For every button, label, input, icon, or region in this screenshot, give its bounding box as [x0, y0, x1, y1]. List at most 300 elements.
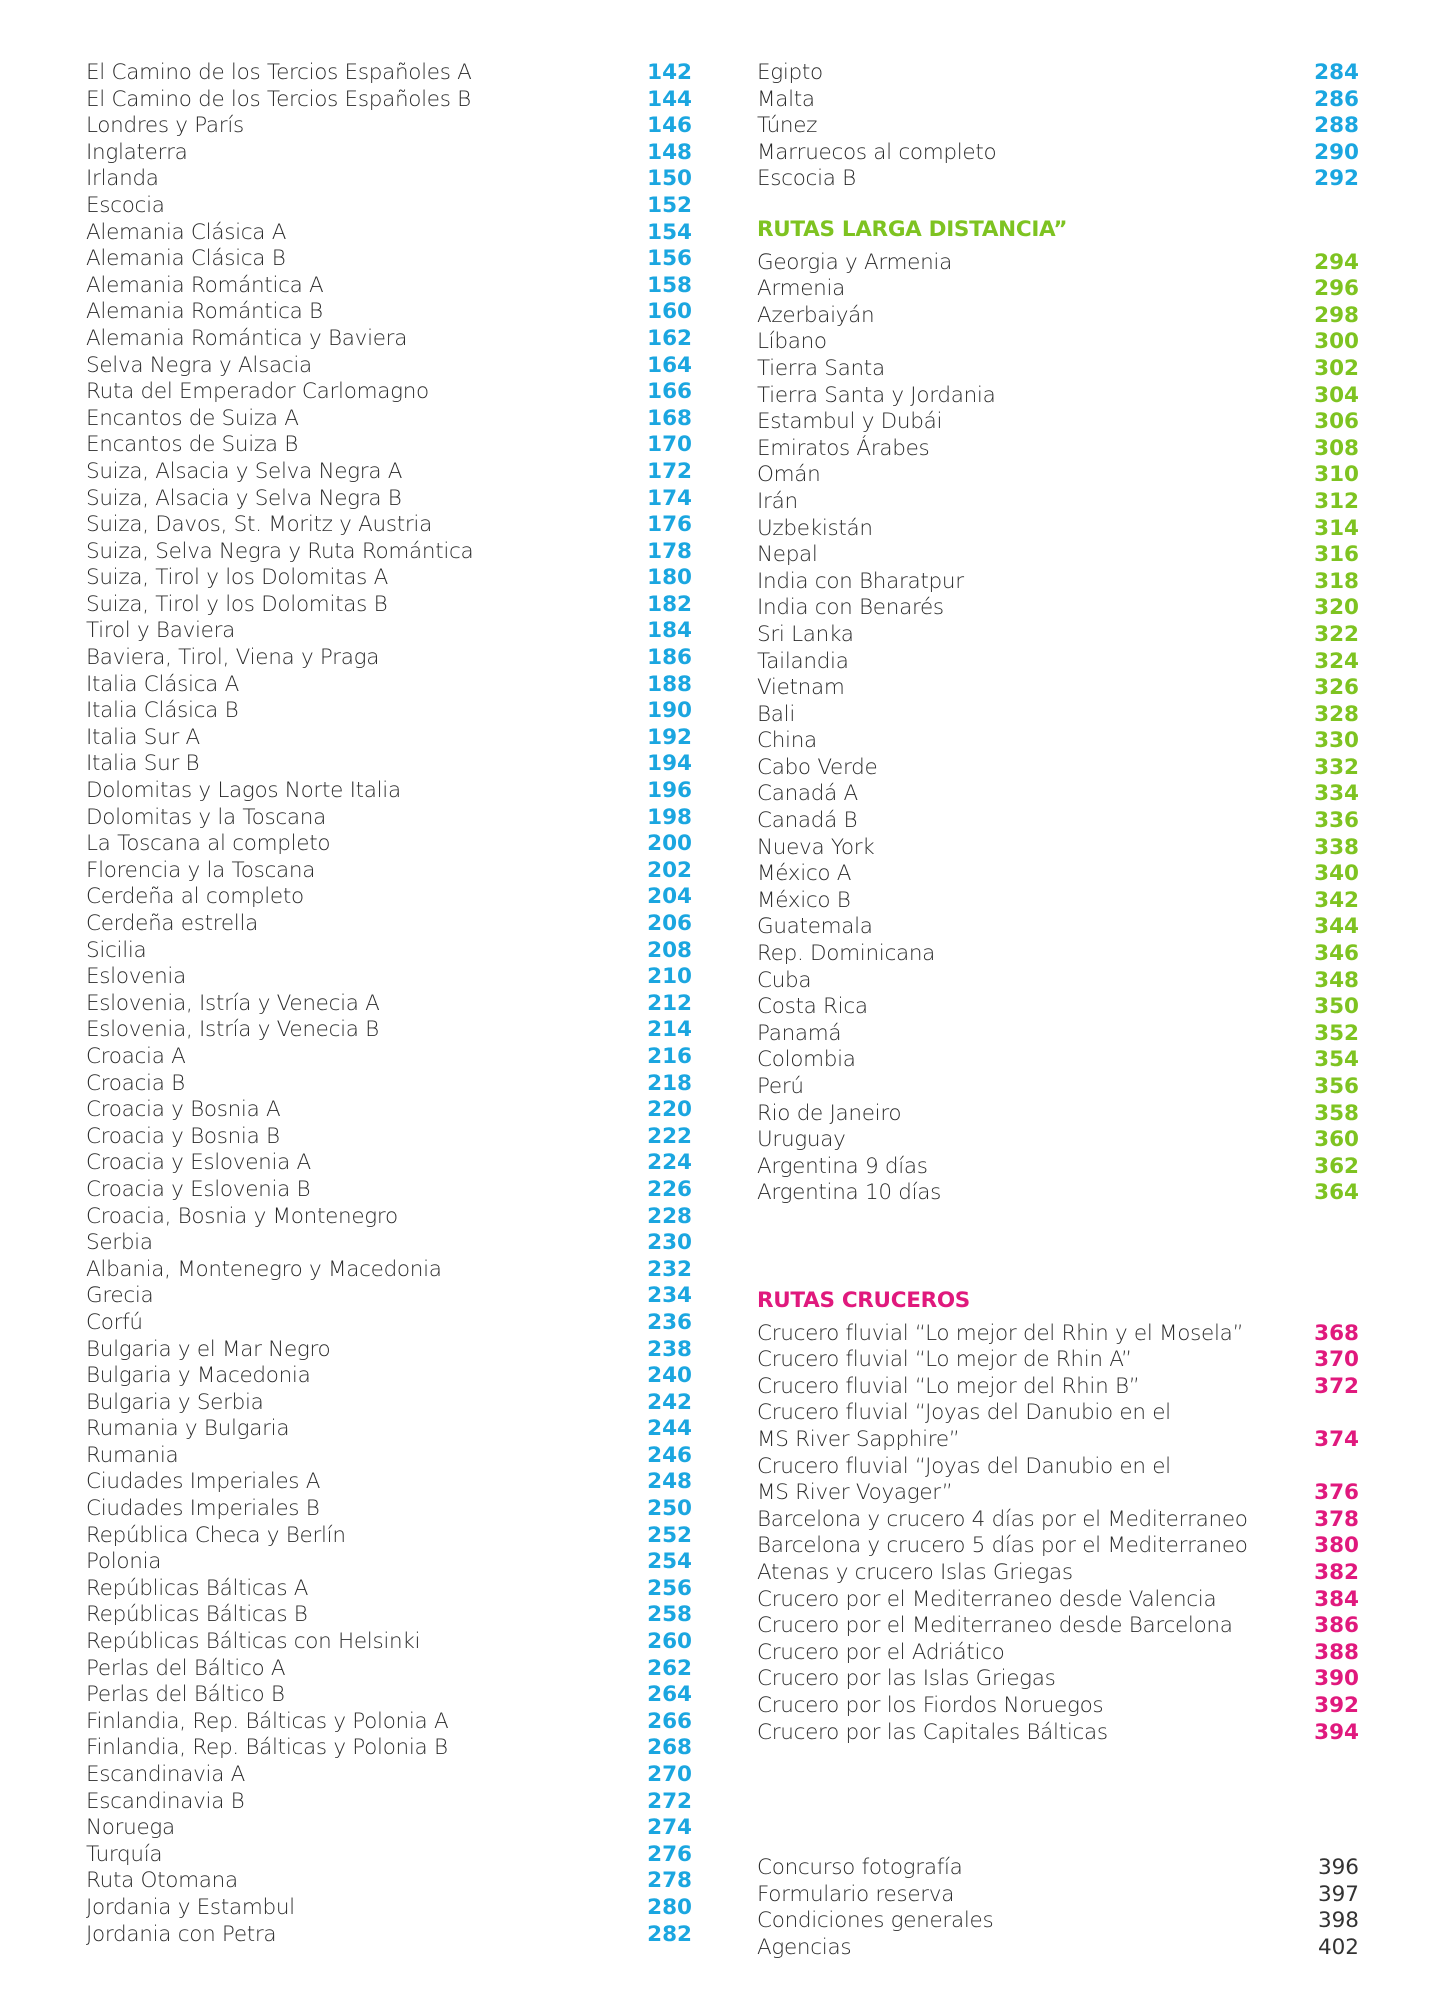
entry-title: Cerdeña estrella — [86, 911, 258, 936]
entry-title: Croacia y Eslovenia B — [86, 1176, 311, 1202]
toc-entry[interactable] — [757, 1480, 1359, 1507]
toc-entry[interactable] — [757, 1533, 1359, 1560]
entry-page-number: 350 — [1314, 994, 1359, 1020]
entry-page-number: 250 — [647, 1496, 692, 1522]
entry-title: Florencia y la Toscana — [86, 857, 316, 883]
toc-entry[interactable] — [86, 1204, 692, 1231]
entry-page-number: 178 — [647, 538, 692, 564]
toc-entry[interactable] — [86, 805, 692, 832]
entry-page-number: 214 — [647, 1017, 692, 1043]
toc-entry[interactable] — [86, 1097, 692, 1124]
entry-page-number: 312 — [1314, 488, 1359, 514]
entry-title: Dolomitas y la Toscana — [86, 804, 326, 830]
entry-title: Perú — [757, 1074, 804, 1099]
entry-page-number: 326 — [1314, 675, 1359, 701]
toc-entry[interactable] — [757, 542, 1359, 569]
toc-entry[interactable] — [86, 565, 692, 592]
toc-entry[interactable] — [757, 914, 1359, 941]
entry-title: Grecia — [86, 1283, 154, 1309]
entry-title: India con Benarés — [757, 595, 944, 621]
entry-page-number: 144 — [647, 86, 692, 112]
entry-title: Italia Clásica A — [86, 671, 239, 697]
entry-title: Marruecos al completo — [757, 139, 997, 165]
toc-entry[interactable] — [86, 1709, 692, 1736]
toc-entry[interactable] — [757, 675, 1359, 702]
toc-entry[interactable] — [86, 1523, 692, 1550]
toc-entry[interactable] — [757, 383, 1359, 410]
toc-entry[interactable] — [757, 808, 1359, 835]
entry-page-number: 314 — [1314, 515, 1359, 541]
entry-title: India con Bharatpur — [757, 568, 964, 594]
toc-entry[interactable] — [757, 436, 1359, 463]
toc-entry[interactable] — [757, 835, 1359, 862]
entry-page-number: 310 — [1314, 462, 1359, 488]
entry-page-number: 268 — [647, 1735, 692, 1761]
toc-entry[interactable] — [757, 569, 1359, 596]
toc-entry[interactable] — [86, 539, 692, 566]
entry-title: Turquía — [86, 1841, 163, 1867]
toc-entry[interactable] — [757, 888, 1359, 915]
entry-page-number: 256 — [647, 1575, 692, 1601]
section-heading-cruceros: RUTAS CRUCEROS — [757, 1288, 970, 1313]
toc-right-top — [757, 60, 1359, 193]
toc-entry[interactable] — [86, 1789, 692, 1816]
entry-title: Eslovenia, Istría y Venecia B — [86, 1017, 379, 1043]
entry-page-number: 294 — [1314, 249, 1359, 275]
toc-entry[interactable] — [757, 622, 1359, 649]
entry-page-number: 200 — [647, 831, 692, 857]
entry-title: Eslovenia — [86, 964, 186, 990]
entry-title: Barcelona y crucero 4 días por el Mediterraneo — [757, 1506, 1248, 1532]
toc-entry[interactable] — [757, 1400, 1359, 1427]
entry-page-number: 212 — [647, 990, 692, 1016]
entry-page-number: 382 — [1314, 1559, 1359, 1585]
toc-entry[interactable] — [757, 781, 1359, 808]
entry-page-number: 194 — [647, 751, 692, 777]
entry-title: Colombia — [757, 1047, 856, 1073]
entry-title: Italia Sur A — [86, 724, 200, 750]
entry-page-number: 148 — [647, 139, 692, 165]
toc-entry[interactable] — [86, 1017, 692, 1044]
toc-entry[interactable] — [86, 432, 692, 459]
entry-title: República Checa y Berlín — [86, 1522, 346, 1548]
toc-entry[interactable] — [757, 1101, 1359, 1128]
toc-entry[interactable] — [86, 725, 692, 752]
entry-page-number: 336 — [1314, 808, 1359, 834]
toc-entry[interactable] — [86, 113, 692, 140]
toc-entry[interactable] — [86, 459, 692, 486]
section-cruceros — [757, 1288, 1359, 1746]
entry-page-number: 332 — [1314, 754, 1359, 780]
entry-title: Irán — [757, 488, 798, 514]
entry-page-number: 364 — [1314, 1180, 1359, 1206]
entry-page-number: 386 — [1314, 1613, 1359, 1639]
toc-entry[interactable] — [86, 1230, 692, 1257]
toc-entry[interactable] — [86, 1124, 692, 1151]
toc-entry[interactable] — [86, 1283, 692, 1310]
entry-title: Croacia, Bosnia y Montenegro — [86, 1203, 398, 1229]
entry-page-number: 182 — [647, 591, 692, 617]
toc-entry[interactable] — [86, 246, 692, 273]
entry-title: Rumania y Bulgaria — [86, 1416, 290, 1442]
entry-title: Repúblicas Bálticas B — [86, 1602, 308, 1628]
toc-entry[interactable] — [757, 1454, 1359, 1481]
toc-entry[interactable] — [86, 1762, 692, 1789]
entry-title: Barcelona y crucero 5 días por el Mediterraneo — [757, 1533, 1248, 1559]
toc-entry[interactable] — [86, 406, 692, 433]
entry-page-number: 308 — [1314, 435, 1359, 461]
entry-title: Líbano — [757, 329, 827, 355]
entry-title: Crucero por el Mediterraneo desde Valencia — [757, 1586, 1217, 1612]
entry-page-number: 368 — [1314, 1320, 1359, 1346]
toc-entry[interactable] — [757, 250, 1359, 277]
toc-entry[interactable] — [86, 645, 692, 672]
entry-page-number: 378 — [1314, 1506, 1359, 1532]
toc-entry[interactable] — [86, 778, 692, 805]
entry-title: Croacia y Bosnia A — [86, 1097, 281, 1123]
entry-title: Crucero fluvial “Joyas del Danubio en el — [757, 1453, 1171, 1479]
entry-title: Italia Clásica B — [86, 698, 239, 724]
toc-entry[interactable] — [757, 1855, 1359, 1882]
entry-title: Albania, Montenegro y Macedonia — [86, 1256, 442, 1282]
toc-entry[interactable] — [86, 1416, 692, 1443]
toc-entry[interactable] — [757, 1021, 1359, 1048]
toc-entry[interactable] — [86, 698, 692, 725]
entry-page-number: 376 — [1314, 1480, 1359, 1506]
entry-title: México A — [757, 861, 852, 887]
toc-entry[interactable] — [86, 140, 692, 167]
toc-entry[interactable] — [757, 994, 1359, 1021]
entry-page-number: 158 — [647, 272, 692, 298]
entry-page-number: 362 — [1314, 1153, 1359, 1179]
entry-title: Crucero fluvial “Lo mejor del Rhin B” — [757, 1373, 1140, 1399]
entry-page-number: 240 — [647, 1363, 692, 1389]
toc-entry[interactable] — [757, 276, 1359, 303]
toc-entry[interactable] — [86, 1443, 692, 1470]
entry-page-number: 334 — [1314, 781, 1359, 807]
entry-title: Alemania Romántica A — [86, 272, 324, 298]
toc-entry[interactable] — [757, 1693, 1359, 1720]
entry-title: Ciudades Imperiales A — [86, 1469, 321, 1495]
entry-title: Crucero por el Adriático — [757, 1639, 1005, 1665]
entry-title: Irlanda — [86, 166, 159, 192]
toc-entry[interactable] — [86, 964, 692, 991]
entry-page-number: 290 — [1314, 139, 1359, 165]
entry-page-number: 286 — [1314, 86, 1359, 112]
entry-page-number: 244 — [647, 1416, 692, 1442]
toc-entry[interactable] — [86, 379, 692, 406]
toc-entry[interactable] — [757, 968, 1359, 995]
toc-entry[interactable] — [86, 1257, 692, 1284]
entry-title: Alemania Clásica A — [86, 219, 287, 245]
toc-entry[interactable] — [757, 60, 1359, 87]
toc-entry[interactable] — [757, 1560, 1359, 1587]
toc-entry[interactable] — [86, 618, 692, 645]
toc-entry[interactable] — [86, 884, 692, 911]
entry-title: Londres y París — [86, 113, 244, 139]
entry-title: Suiza, Tirol y los Dolomitas A — [86, 565, 388, 591]
toc-extras — [757, 1855, 1359, 1961]
entry-page-number: 166 — [647, 379, 692, 405]
toc-entry[interactable] — [86, 1177, 692, 1204]
toc-entry[interactable] — [86, 1469, 692, 1496]
entry-page-number: 360 — [1314, 1127, 1359, 1153]
entry-title: Ruta del Emperador Carlomagno — [86, 379, 429, 405]
entry-title: El Camino de los Tercios Españoles B — [86, 86, 471, 112]
toc-entry[interactable] — [86, 1602, 692, 1629]
entry-title: Tierra Santa — [757, 355, 885, 381]
toc-entry[interactable] — [757, 1935, 1359, 1962]
toc-entry[interactable] — [757, 1908, 1359, 1935]
toc-entry[interactable] — [757, 1047, 1359, 1074]
toc-entry[interactable] — [757, 87, 1359, 114]
entry-page-number: 278 — [647, 1868, 692, 1894]
toc-entry[interactable] — [86, 1895, 692, 1922]
entry-page-number: 210 — [647, 964, 692, 990]
entry-title: Croacia A — [86, 1043, 186, 1069]
entry-title: El Camino de los Tercios Españoles A — [86, 60, 472, 85]
toc-entry[interactable] — [757, 728, 1359, 755]
toc-entry[interactable] — [86, 938, 692, 965]
entry-page-number: 202 — [647, 857, 692, 883]
entry-title: Finlandia, Rep. Bálticas y Polonia B — [86, 1735, 448, 1761]
entry-page-number: 162 — [647, 325, 692, 351]
entry-title: Canadá A — [757, 781, 858, 807]
toc-entry[interactable] — [86, 1576, 692, 1603]
toc-entry[interactable] — [86, 299, 692, 326]
toc-entry[interactable] — [757, 140, 1359, 167]
toc-entry[interactable] — [86, 1842, 692, 1869]
entry-title: Escandinavia B — [86, 1788, 245, 1814]
entry-title: Croacia y Bosnia B — [86, 1123, 280, 1149]
toc-entry[interactable] — [86, 326, 692, 353]
toc-entry[interactable] — [757, 861, 1359, 888]
toc-entry[interactable] — [86, 1071, 692, 1098]
entry-title: Alemania Romántica B — [86, 299, 323, 325]
entry-title: Egipto — [757, 60, 823, 85]
entry-title: Escocia B — [757, 166, 856, 192]
toc-entry[interactable] — [86, 1868, 692, 1895]
toc-entry[interactable] — [757, 1347, 1359, 1374]
entry-page-number: 344 — [1314, 914, 1359, 940]
entry-title: Bulgaria y Serbia — [86, 1389, 264, 1415]
entry-page-number: 292 — [1314, 166, 1359, 192]
toc-entry[interactable] — [86, 353, 692, 380]
entry-page-number: 222 — [647, 1123, 692, 1149]
entry-title: Tailandia — [757, 648, 849, 674]
toc-entry[interactable] — [86, 1629, 692, 1656]
entry-page-number: 164 — [647, 352, 692, 378]
toc-entry[interactable] — [86, 1656, 692, 1683]
entry-page-number: 370 — [1314, 1347, 1359, 1373]
entry-page-number: 196 — [647, 778, 692, 804]
toc-entry[interactable] — [757, 356, 1359, 383]
entry-title: Finlandia, Rep. Bálticas y Polonia A — [86, 1708, 449, 1734]
toc-entry[interactable] — [757, 595, 1359, 622]
toc-entry[interactable] — [86, 193, 692, 220]
entry-page-number: 270 — [647, 1762, 692, 1787]
toc-entry[interactable] — [86, 1310, 692, 1337]
toc-entry[interactable] — [86, 672, 692, 699]
entry-title: Crucero fluvial “Lo mejor del Rhin y el Mosela” — [757, 1320, 1244, 1346]
entry-title: Guatemala — [757, 914, 873, 940]
toc-entry[interactable] — [757, 166, 1359, 193]
toc-entry[interactable] — [757, 1640, 1359, 1667]
toc-entry[interactable] — [86, 1044, 692, 1071]
entry-title: Condiciones generales — [757, 1908, 994, 1934]
toc-entry[interactable] — [757, 516, 1359, 543]
entry-title: MS River Sapphire” — [757, 1426, 960, 1452]
entry-page-number: 170 — [647, 432, 692, 458]
entry-title: Nueva York — [757, 834, 875, 860]
entry-title: Perlas del Báltico A — [86, 1655, 286, 1681]
entry-title: Perlas del Báltico B — [86, 1682, 285, 1708]
toc-entry[interactable] — [86, 273, 692, 300]
entry-page-number: 198 — [647, 804, 692, 830]
entry-title: Cabo Verde — [757, 754, 878, 780]
toc-entry[interactable] — [757, 1507, 1359, 1534]
toc-entry[interactable] — [757, 1720, 1359, 1747]
toc-entry[interactable] — [86, 166, 692, 193]
toc-entry[interactable] — [86, 991, 692, 1018]
toc-entry[interactable] — [757, 113, 1359, 140]
entry-page-number: 208 — [647, 937, 692, 963]
entry-title: Escandinavia A — [86, 1762, 246, 1787]
entry-title: Polonia — [86, 1549, 162, 1575]
toc-entry[interactable] — [757, 462, 1359, 489]
toc-entry[interactable] — [757, 649, 1359, 676]
toc-entry[interactable] — [757, 1666, 1359, 1693]
entry-title: Serbia — [86, 1230, 153, 1256]
entry-title: Uzbekistán — [757, 515, 873, 541]
entry-title: Argentina 10 días — [757, 1180, 942, 1206]
toc-entry[interactable] — [86, 911, 692, 938]
entry-page-number: 184 — [647, 618, 692, 644]
toc-entry[interactable] — [86, 1682, 692, 1709]
entry-title: Crucero por el Mediterraneo desde Barcelona — [757, 1613, 1233, 1639]
entry-page-number: 160 — [647, 299, 692, 325]
toc-entry[interactable] — [86, 1549, 692, 1576]
toc-entry[interactable] — [86, 512, 692, 539]
toc-entry[interactable] — [757, 1613, 1359, 1640]
entry-page-number: 246 — [647, 1442, 692, 1468]
toc-entry[interactable] — [86, 1735, 692, 1762]
entry-title: Suiza, Alsacia y Selva Negra A — [86, 458, 403, 484]
toc-left-column — [86, 60, 692, 1948]
entry-page-number: 384 — [1314, 1586, 1359, 1612]
entry-title: Dolomitas y Lagos Norte Italia — [86, 778, 401, 804]
entry-title: Italia Sur B — [86, 751, 200, 777]
toc-entry[interactable] — [757, 1587, 1359, 1614]
entry-title: Costa Rica — [757, 994, 868, 1020]
entry-page-number: 220 — [647, 1097, 692, 1123]
entry-page-number: 330 — [1314, 728, 1359, 754]
entry-title: Uruguay — [757, 1127, 846, 1153]
toc-entry[interactable] — [86, 1150, 692, 1177]
toc-entry[interactable] — [86, 831, 692, 858]
toc-entry[interactable] — [757, 1374, 1359, 1401]
entry-title: Bulgaria y el Mar Negro — [86, 1336, 331, 1362]
toc-entry[interactable] — [86, 1815, 692, 1842]
toc-entry[interactable] — [757, 755, 1359, 782]
toc-entry[interactable] — [757, 1180, 1359, 1207]
toc-entry[interactable] — [757, 941, 1359, 968]
entry-title: Panamá — [757, 1020, 842, 1046]
entry-page-number: 390 — [1314, 1666, 1359, 1692]
toc-entry[interactable] — [757, 1321, 1359, 1348]
entry-page-number: 172 — [647, 458, 692, 484]
toc-entry[interactable] — [86, 486, 692, 513]
toc-entry[interactable] — [757, 702, 1359, 729]
toc-entry[interactable] — [86, 1922, 692, 1949]
entry-title: Suiza, Selva Negra y Ruta Romántica — [86, 538, 474, 564]
entry-page-number: 238 — [647, 1336, 692, 1362]
toc-entry[interactable] — [757, 1882, 1359, 1909]
toc-entry[interactable] — [757, 303, 1359, 330]
toc-entry[interactable] — [86, 1390, 692, 1417]
entry-page-number: 188 — [647, 671, 692, 697]
entry-title: Rio de Janeiro — [757, 1100, 902, 1126]
entry-title: Escocia — [86, 192, 165, 218]
entry-page-number: 284 — [1314, 60, 1359, 85]
toc-entry[interactable] — [86, 1496, 692, 1523]
toc-entry[interactable] — [757, 1127, 1359, 1154]
entry-title: Jordania con Petra — [86, 1921, 277, 1947]
entry-title: MS River Voyager” — [757, 1480, 953, 1506]
entry-title: Encantos de Suiza A — [86, 405, 299, 431]
entry-page-number: 342 — [1314, 887, 1359, 913]
toc-entry[interactable] — [757, 409, 1359, 436]
entry-page-number: 394 — [1314, 1719, 1359, 1745]
toc-entry[interactable] — [757, 489, 1359, 516]
entry-page-number: 322 — [1314, 621, 1359, 647]
entry-page-number: 296 — [1314, 276, 1359, 302]
toc-entry[interactable] — [757, 1427, 1359, 1454]
toc-entry[interactable] — [86, 60, 692, 87]
toc-entry[interactable] — [86, 87, 692, 114]
entry-title: Crucero fluvial “Joyas del Danubio en el — [757, 1400, 1171, 1426]
entry-title: Rumania — [86, 1442, 179, 1468]
entry-page-number: 324 — [1314, 648, 1359, 674]
entry-title: Bali — [757, 701, 795, 727]
entry-title: Ruta Otomana — [86, 1868, 238, 1894]
toc-entry[interactable] — [757, 1074, 1359, 1101]
entry-page-number: 254 — [647, 1549, 692, 1575]
toc-entry[interactable] — [86, 592, 692, 619]
entry-title: Inglaterra — [86, 139, 188, 165]
entry-page-number: 358 — [1314, 1100, 1359, 1126]
entry-page-number: 190 — [647, 698, 692, 724]
toc-entry[interactable] — [757, 1154, 1359, 1181]
entry-page-number: 142 — [647, 60, 692, 85]
entry-page-number: 338 — [1314, 834, 1359, 860]
entry-title: Tirol y Baviera — [86, 618, 236, 644]
toc-entry[interactable] — [86, 1363, 692, 1390]
toc-entry[interactable] — [86, 858, 692, 885]
entry-page-number: 206 — [647, 911, 692, 936]
toc-entry[interactable] — [757, 329, 1359, 356]
entry-page-number: 298 — [1314, 302, 1359, 328]
entry-page-number: 230 — [647, 1230, 692, 1256]
toc-entry[interactable] — [86, 220, 692, 247]
entry-title: Túnez — [757, 113, 818, 139]
entry-title: Crucero por las Capitales Bálticas — [757, 1719, 1108, 1745]
entry-page-number: 354 — [1314, 1047, 1359, 1073]
entry-page-number: 276 — [647, 1841, 692, 1867]
toc-entry[interactable] — [86, 1337, 692, 1364]
toc-entry[interactable] — [86, 751, 692, 778]
entry-page-number: 252 — [647, 1522, 692, 1548]
